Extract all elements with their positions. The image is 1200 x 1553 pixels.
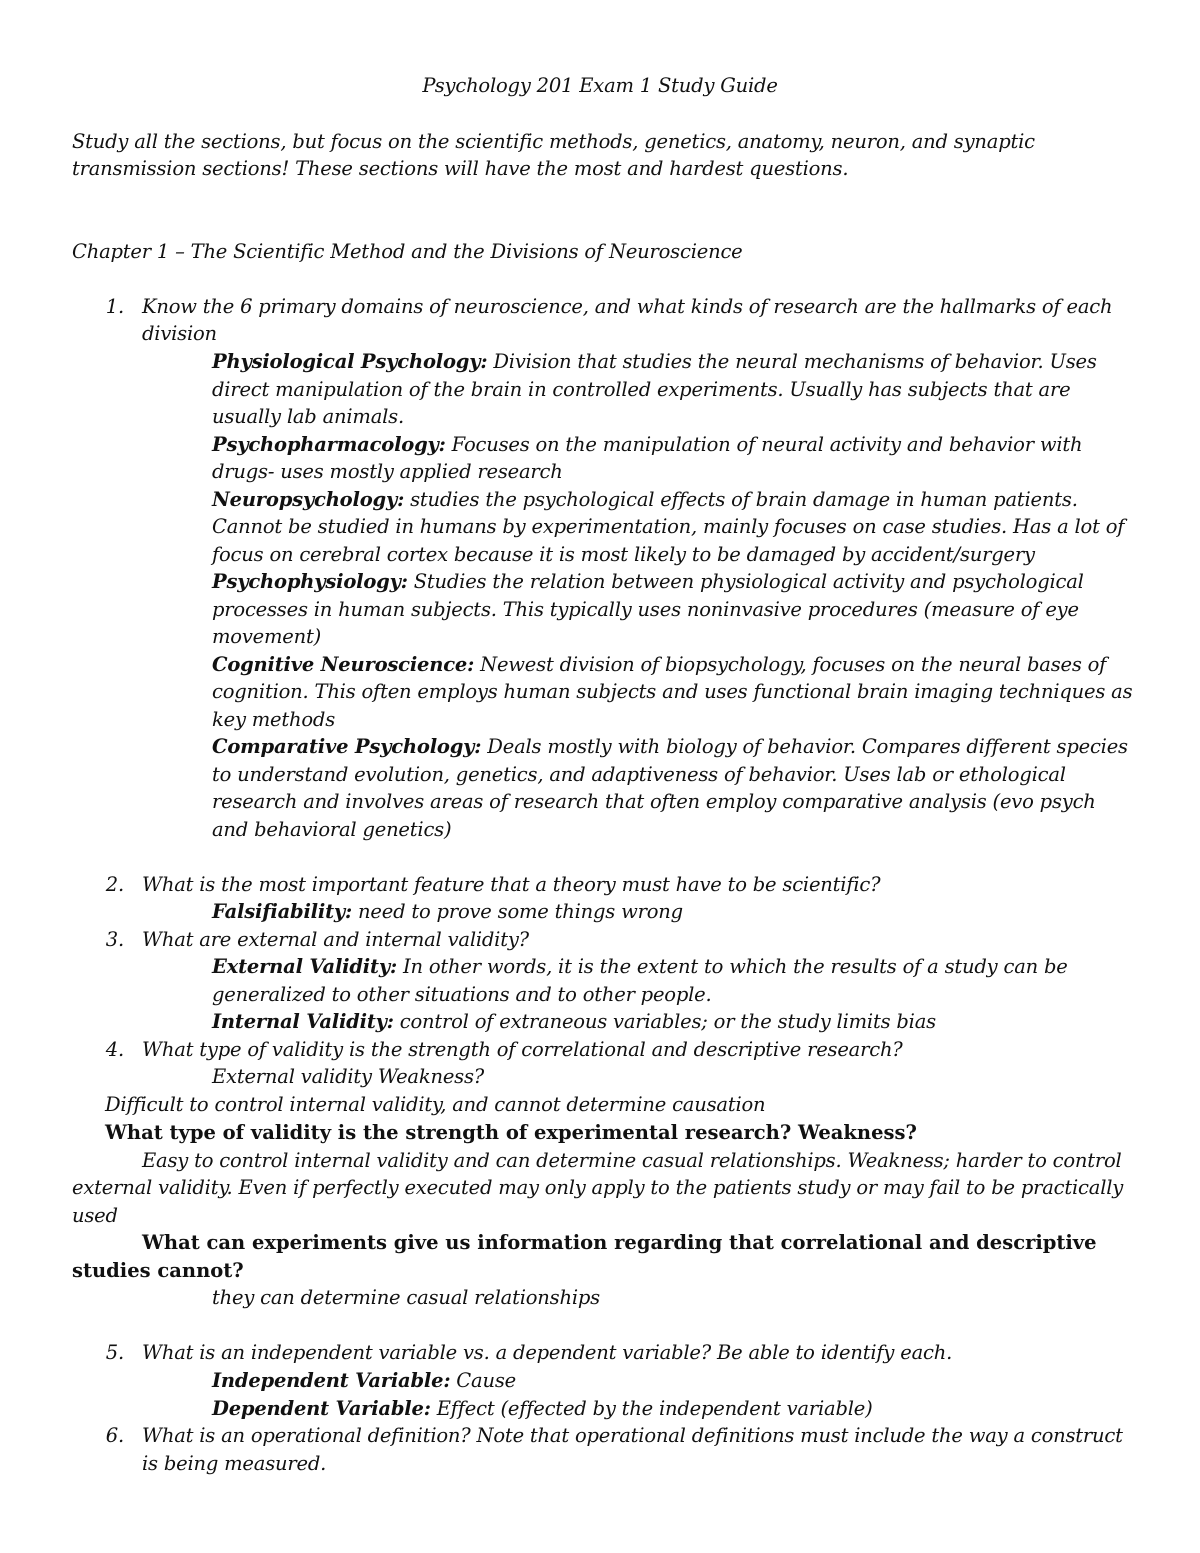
domain-term: Psychopharmacology:	[212, 433, 446, 456]
answer-text-line: External validity Weakness?	[212, 1065, 485, 1088]
domain-text-line: direct manipulation of the brain in controlled experiments. Usually has subjects that are	[212, 378, 1071, 401]
question-number: 1.	[105, 295, 124, 318]
domain-term: Psychophysiology:	[212, 570, 408, 593]
domain-text-line: usually lab animals.	[212, 405, 404, 428]
domain-text: Newest division of biopsychology, focuses on the neural bases of	[474, 653, 1107, 676]
domain-text: Deals mostly with biology of behavior. Compares different species	[481, 735, 1128, 758]
domain-physiological-psychology	[212, 348, 1137, 376]
bold-question: studies cannot?	[72, 1259, 244, 1282]
question-number: 2.	[105, 873, 124, 896]
answer-text: control of extraneous variables; or the study limits bias	[393, 1010, 936, 1033]
domain-psychopharmacology	[212, 431, 1137, 459]
answer-term: External Validity:	[212, 955, 397, 978]
intro-line-2: transmission sections! These sections will have the most and hardest questions.	[72, 157, 849, 180]
document-title: Psychology 201 Exam 1 Study Guide	[422, 74, 778, 97]
answer-text: Effect (effected by the independent variable)	[430, 1397, 873, 1420]
answer-text-line: they can determine casual relationships	[212, 1286, 600, 1309]
answer-term: Dependent Variable:	[212, 1397, 431, 1420]
domain-neuropsychology	[212, 486, 1137, 514]
domain-text-line: Cannot be studied in humans by experimentation, mainly focuses on case studies. Has a lot of	[212, 515, 1125, 538]
question-2-text: What is the most important feature that a theory must have to be scientific?	[142, 873, 881, 896]
domain-text-line: research and involves areas of research that often employ comparative analysis (evo psych	[212, 790, 1096, 813]
answer-internal-validity	[212, 1008, 1137, 1036]
intro-line-1: Study all the sections, but focus on the scientific methods, genetics, anatomy, neuron, and synaptic	[72, 130, 1035, 153]
question-number: 4.	[105, 1038, 124, 1061]
domain-psychophysiology	[212, 568, 1137, 596]
answer-text-line: Easy to control internal validity and can determine casual relationships. Weakness; harder to control	[142, 1149, 1122, 1172]
answer-text-line: external validity. Even if perfectly executed may only apply to the patients study or may fail to be practically	[72, 1176, 1124, 1199]
domain-text-line: movement)	[212, 625, 322, 648]
domain-text-line: to understand evolution, genetics, and adaptiveness of behavior. Uses lab or ethological	[212, 763, 1066, 786]
question-1-line-1: Know the 6 primary domains of neuroscience, and what kinds of research are the hallmarks of each	[142, 295, 1113, 318]
bold-question: What type of validity is the strength of experimental research? Weakness?	[105, 1121, 917, 1144]
domain-text: studies the psychological effects of brain damage in human patients.	[404, 488, 1078, 511]
answer-text-line: used	[72, 1204, 118, 1227]
question-6-line-1: What is an operational definition? Note that operational definitions must include the way a construct	[142, 1424, 1123, 1447]
domain-text: Studies the relation between physiological activity and psychological	[407, 570, 1084, 593]
domain-text-line: key methods	[212, 708, 336, 731]
answer-text-line: generalized to other situations and to other people.	[212, 983, 712, 1006]
domain-comparative-psychology	[212, 733, 1137, 761]
answer-text: In other words, it is the extent to which the results of a study can be	[396, 955, 1068, 978]
answer-external-validity	[212, 953, 1137, 981]
answer-term: Falsifiability:	[212, 900, 353, 923]
question-number: 5.	[105, 1341, 124, 1364]
answer-dependent-variable	[212, 1395, 1137, 1423]
domain-text: Division that studies the neural mechanisms of behavior. Uses	[487, 350, 1097, 373]
domain-text-line: and behavioral genetics)	[212, 818, 452, 841]
domain-text-line: processes in human subjects. This typically uses noninvasive procedures (measure of eye	[212, 598, 1079, 621]
domain-term: Neuropsychology:	[212, 488, 405, 511]
question-number: 6.	[105, 1424, 124, 1447]
answer-text: Cause	[450, 1369, 516, 1392]
answer-term: Independent Variable:	[212, 1369, 451, 1392]
question-3-text: What are external and internal validity?	[142, 928, 529, 951]
answer-text-line: Difficult to control internal validity, and cannot determine causation	[105, 1093, 766, 1116]
bold-question: What can experiments give us information regarding that correlational and descriptive	[142, 1231, 1097, 1254]
domain-term: Comparative Psychology:	[212, 735, 482, 758]
domain-text-line: drugs- uses mostly applied research	[212, 460, 563, 483]
chapter-heading: Chapter 1 – The Scientific Method and the Divisions of Neuroscience	[72, 240, 743, 263]
question-number: 3.	[105, 928, 124, 951]
domain-term: Physiological Psychology:	[212, 350, 488, 373]
answer-term: Internal Validity:	[212, 1010, 394, 1033]
domain-term: Cognitive Neuroscience:	[212, 653, 475, 676]
question-5-text: What is an independent variable vs. a dependent variable? Be able to identify each.	[142, 1341, 953, 1364]
question-6-line-2: is being measured.	[142, 1452, 327, 1475]
domain-cognitive-neuroscience	[212, 651, 1137, 679]
answer-falsifiability	[212, 898, 1137, 926]
answer-independent-variable	[212, 1367, 1137, 1395]
domain-text-line: cognition. This often employs human subjects and uses functional brain imaging techniques as	[212, 680, 1133, 703]
domain-text-line: focus on cerebral cortex because it is most likely to be damaged by accident/surgery	[212, 543, 1035, 566]
question-4-text: What type of validity is the strength of correlational and descriptive research?	[142, 1038, 903, 1061]
question-1-line-2: division	[142, 322, 217, 345]
domain-text: Focuses on the manipulation of neural activity and behavior with	[445, 433, 1083, 456]
answer-text: need to prove some things wrong	[352, 900, 683, 923]
